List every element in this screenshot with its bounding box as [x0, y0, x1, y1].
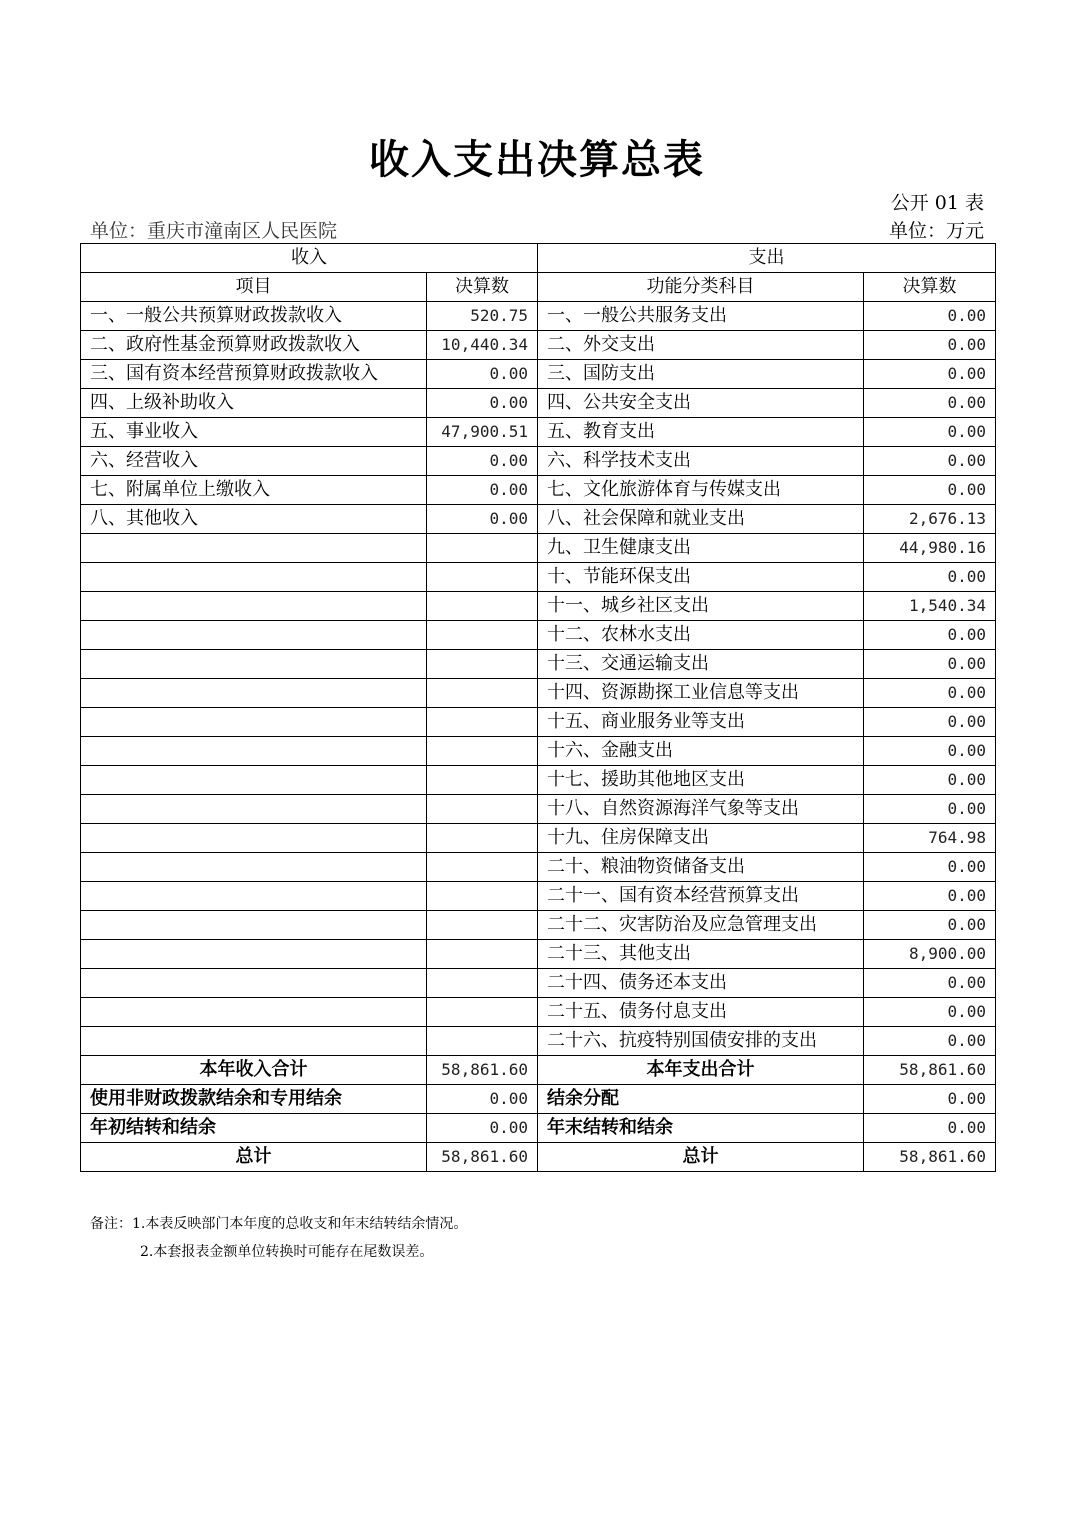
table-row: [81, 1027, 996, 1056]
expense-item: 八、社会保障和就业支出: [538, 505, 864, 534]
expense-amount: 8,900.00: [864, 940, 996, 969]
income-amount: 0.00: [427, 389, 538, 418]
income-amount: [427, 766, 538, 795]
income-item: [81, 563, 427, 592]
expense-item: 五、教育支出: [538, 418, 864, 447]
total-income-label: 总计: [81, 1143, 427, 1172]
expense-item: 二十二、灾害防治及应急管理支出: [538, 911, 864, 940]
expense-item: 九、卫生健康支出: [538, 534, 864, 563]
income-item: [81, 824, 427, 853]
income-amount: [427, 592, 538, 621]
income-amount: [427, 824, 538, 853]
table-row: [81, 853, 996, 882]
income-item: [81, 882, 427, 911]
note-line-1: 备注：1.本表反映部门本年度的总收支和年末结转结余情况。: [90, 1216, 468, 1232]
income-amount: 0.00: [427, 447, 538, 476]
table-row: [81, 679, 996, 708]
income-header: 收入: [81, 244, 538, 273]
income-item: [81, 766, 427, 795]
reporting-unit: 单位：重庆市潼南区人民医院: [90, 220, 338, 242]
total-expense-amount: 58,861.60: [864, 1056, 996, 1085]
income-item: [81, 679, 427, 708]
income-item: [81, 708, 427, 737]
expense-header: 支出: [538, 244, 996, 273]
income-item: [81, 911, 427, 940]
income-item: [81, 1027, 427, 1056]
table-row: [81, 650, 996, 679]
total-row: [81, 1085, 996, 1114]
total-expense-amount: 58,861.60: [864, 1143, 996, 1172]
table-row: [81, 505, 996, 534]
col-header-item: 项目: [81, 273, 427, 302]
income-amount: [427, 708, 538, 737]
income-amount: [427, 563, 538, 592]
expense-amount: 0.00: [864, 882, 996, 911]
note-line-2: 2.本套报表金额单位转换时可能存在尾数误差。: [140, 1244, 434, 1260]
expense-amount: 0.00: [864, 563, 996, 592]
table-row: [81, 621, 996, 650]
income-amount: 520.75: [427, 302, 538, 331]
expense-amount: 0.00: [864, 389, 996, 418]
income-amount: [427, 911, 538, 940]
col-header-amount: 决算数: [427, 273, 538, 302]
expense-amount: 764.98: [864, 824, 996, 853]
income-amount: [427, 795, 538, 824]
expense-item: 十七、援助其他地区支出: [538, 766, 864, 795]
currency-unit: 单位：万元: [888, 220, 984, 242]
expense-amount: 0.00: [864, 737, 996, 766]
table-row: [81, 708, 996, 737]
expense-item: 二十三、其他支出: [538, 940, 864, 969]
total-income-amount: 58,861.60: [427, 1056, 538, 1085]
income-item: 七、附属单位上缴收入: [81, 476, 427, 505]
expense-amount: 2,676.13: [864, 505, 996, 534]
expense-amount: 0.00: [864, 853, 996, 882]
table-row: [81, 882, 996, 911]
table-row: [81, 969, 996, 998]
income-item: [81, 592, 427, 621]
expense-item: 二十六、抗疫特别国债安排的支出: [538, 1027, 864, 1056]
expense-amount: 0.00: [864, 650, 996, 679]
total-expense-amount: 0.00: [864, 1085, 996, 1114]
section-header-row: [81, 244, 996, 273]
total-income-label: 年初结转和结余: [81, 1114, 427, 1143]
income-item: [81, 853, 427, 882]
income-amount: 0.00: [427, 476, 538, 505]
total-income-amount: 0.00: [427, 1085, 538, 1114]
table-row: [81, 534, 996, 563]
total-income-label: 本年收入合计: [81, 1056, 427, 1085]
expense-item: 七、文化旅游体育与传媒支出: [538, 476, 864, 505]
total-row: [81, 1056, 996, 1085]
income-amount: [427, 621, 538, 650]
total-income-amount: 58,861.60: [427, 1143, 538, 1172]
expense-amount: 0.00: [864, 708, 996, 737]
expense-item: 十、节能环保支出: [538, 563, 864, 592]
total-expense-amount: 0.00: [864, 1114, 996, 1143]
total-expense-label: 本年支出合计: [538, 1056, 864, 1085]
expense-item: 二十五、债务付息支出: [538, 998, 864, 1027]
expense-item: 二十、粮油物资储备支出: [538, 853, 864, 882]
table-row: [81, 998, 996, 1027]
expense-amount: 0.00: [864, 795, 996, 824]
expense-amount: 0.00: [864, 360, 996, 389]
income-item: [81, 650, 427, 679]
expense-item: 六、科学技术支出: [538, 447, 864, 476]
table-row: [81, 940, 996, 969]
income-amount: [427, 940, 538, 969]
total-expense-label: 年末结转和结余: [538, 1114, 864, 1143]
income-item: 八、其他收入: [81, 505, 427, 534]
expense-item: 十五、商业服务业等支出: [538, 708, 864, 737]
total-row: [81, 1114, 996, 1143]
income-amount: 0.00: [427, 360, 538, 389]
total-income-amount: 0.00: [427, 1114, 538, 1143]
income-item: [81, 621, 427, 650]
income-amount: [427, 679, 538, 708]
expense-amount: 0.00: [864, 621, 996, 650]
income-expense-table: [80, 243, 996, 1172]
income-item: [81, 737, 427, 766]
form-number: 公开 01 表: [890, 192, 984, 214]
table-row: [81, 911, 996, 940]
total-expense-label: 总计: [538, 1143, 864, 1172]
col-header-function: 功能分类科目: [538, 273, 864, 302]
income-item: [81, 940, 427, 969]
expense-item: 十九、住房保障支出: [538, 824, 864, 853]
expense-item: 十四、资源勘探工业信息等支出: [538, 679, 864, 708]
table-row: [81, 447, 996, 476]
income-item: [81, 534, 427, 563]
total-expense-label: 结余分配: [538, 1085, 864, 1114]
expense-amount: 0.00: [864, 418, 996, 447]
income-item: [81, 998, 427, 1027]
table-row: [81, 360, 996, 389]
expense-item: 十三、交通运输支出: [538, 650, 864, 679]
page-title: 收入支出决算总表: [369, 136, 705, 183]
expense-amount: 1,540.34: [864, 592, 996, 621]
table-row: [81, 476, 996, 505]
table-row: [81, 592, 996, 621]
table-row: [81, 331, 996, 360]
table-row: [81, 302, 996, 331]
expense-item: 一、一般公共服务支出: [538, 302, 864, 331]
total-row: [81, 1143, 996, 1172]
income-amount: [427, 650, 538, 679]
expense-amount: 0.00: [864, 476, 996, 505]
income-item: [81, 795, 427, 824]
table-row: [81, 824, 996, 853]
income-amount: [427, 882, 538, 911]
expense-amount: 0.00: [864, 302, 996, 331]
table-row: [81, 389, 996, 418]
expense-amount: 44,980.16: [864, 534, 996, 563]
expense-amount: 0.00: [864, 1027, 996, 1056]
income-amount: [427, 998, 538, 1027]
total-income-label: 使用非财政拨款结余和专用结余: [81, 1085, 427, 1114]
col-header-amount-2: 决算数: [864, 273, 996, 302]
income-item: 一、一般公共预算财政拨款收入: [81, 302, 427, 331]
notes: [90, 1210, 467, 1266]
income-item: 六、经营收入: [81, 447, 427, 476]
expense-item: 四、公共安全支出: [538, 389, 864, 418]
expense-amount: 0.00: [864, 447, 996, 476]
table-row: [81, 795, 996, 824]
income-item: 二、政府性基金预算财政拨款收入: [81, 331, 427, 360]
table-row: [81, 766, 996, 795]
income-item: 三、国有资本经营预算财政拨款收入: [81, 360, 427, 389]
income-amount: [427, 853, 538, 882]
expense-amount: 0.00: [864, 331, 996, 360]
expense-item: 三、国防支出: [538, 360, 864, 389]
expense-item: 二十四、债务还本支出: [538, 969, 864, 998]
table-row: [81, 737, 996, 766]
expense-item: 十六、金融支出: [538, 737, 864, 766]
expense-amount: 0.00: [864, 911, 996, 940]
income-amount: [427, 534, 538, 563]
table-row: [81, 418, 996, 447]
column-header-row: [81, 273, 996, 302]
income-amount: 0.00: [427, 505, 538, 534]
income-amount: [427, 969, 538, 998]
table-row: [81, 563, 996, 592]
income-item: [81, 969, 427, 998]
expense-amount: 0.00: [864, 998, 996, 1027]
expense-amount: 0.00: [864, 679, 996, 708]
expense-item: 十一、城乡社区支出: [538, 592, 864, 621]
income-amount: [427, 1027, 538, 1056]
expense-amount: 0.00: [864, 766, 996, 795]
income-amount: [427, 737, 538, 766]
income-item: 五、事业收入: [81, 418, 427, 447]
expense-amount: 0.00: [864, 969, 996, 998]
expense-item: 十八、自然资源海洋气象等支出: [538, 795, 864, 824]
income-amount: 47,900.51: [427, 418, 538, 447]
income-item: 四、上级补助收入: [81, 389, 427, 418]
expense-item: 二十一、国有资本经营预算支出: [538, 882, 864, 911]
expense-item: 十二、农林水支出: [538, 621, 864, 650]
income-amount: 10,440.34: [427, 331, 538, 360]
expense-item: 二、外交支出: [538, 331, 864, 360]
